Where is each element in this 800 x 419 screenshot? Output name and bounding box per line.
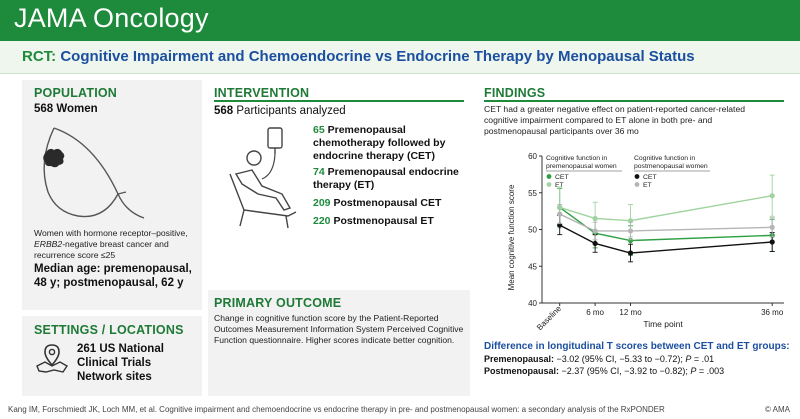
legend-entry: CET bbox=[643, 174, 657, 181]
data-point bbox=[770, 193, 775, 198]
population-desc: Women with hormone receptor–positive, ERBB2-negative breast cancer and recurrence score ≤25 bbox=[34, 228, 188, 260]
nipple-icon bbox=[118, 192, 126, 194]
series-line bbox=[560, 207, 772, 240]
participants-analyzed: 568 Participants analyzed bbox=[214, 105, 346, 117]
citation: Kang IM, Forschmiedt JK, Loch MM, et al. Cognitive impairment and chemoendocrine vs endocrine therapy in pre- and postmenopausal women: a secondary analysis of the RxPONDER bbox=[8, 405, 665, 414]
difference-title: Difference in longitudinal T scores between CET and ET groups: bbox=[484, 341, 790, 352]
intervention-item: 74 Premenopausal endocrine therapy (ET) bbox=[313, 166, 459, 191]
x-tick-label: Baseline bbox=[535, 304, 564, 333]
data-point bbox=[770, 225, 775, 230]
population-count: 568 Women bbox=[34, 103, 98, 115]
series-line bbox=[560, 214, 772, 231]
data-point bbox=[770, 239, 775, 244]
title-prefix: RCT: bbox=[22, 48, 57, 65]
population-heading: POPULATION bbox=[34, 86, 118, 100]
legend-entry: ET bbox=[643, 182, 652, 189]
legend-group-title: Cognitive function in bbox=[634, 155, 696, 162]
patient-iv-icon bbox=[222, 124, 304, 234]
data-point bbox=[628, 250, 633, 255]
y-tick-label: 60 bbox=[528, 152, 537, 161]
intervention-divider bbox=[214, 100, 464, 102]
map-shape bbox=[37, 362, 67, 372]
copyright: © AMA bbox=[764, 405, 790, 414]
findings-divider bbox=[484, 100, 784, 102]
cognitive-score-chart bbox=[484, 148, 794, 338]
primary-outcome-text: Change in cognitive function score by the Patient-Reported Outcomes Measurement Information System Perceived Cognitive Function questionnaire. Higher scores indicate better cognition. bbox=[214, 313, 464, 345]
tumor-icon bbox=[43, 149, 64, 167]
legend-marker bbox=[547, 182, 552, 187]
journal-header bbox=[0, 0, 800, 41]
difference-premenopausal: Premenopausal: −3.02 (95% CI, −5.33 to −0.72); P = .01 bbox=[484, 354, 715, 364]
data-point bbox=[557, 211, 562, 216]
map-pin-icon bbox=[34, 342, 70, 374]
y-axis-label: Mean cognitive function score bbox=[507, 184, 516, 291]
legend-group-title: Cognitive function in bbox=[546, 155, 608, 162]
settings-heading: SETTINGS / LOCATIONS bbox=[34, 323, 184, 337]
journal-brand: JAMA Oncology bbox=[14, 3, 209, 33]
legend-marker bbox=[635, 174, 640, 179]
breast-illustration bbox=[34, 122, 154, 222]
findings-heading: FINDINGS bbox=[484, 86, 546, 100]
data-point bbox=[593, 216, 598, 221]
legend-marker bbox=[547, 174, 552, 179]
x-axis-label: Time point bbox=[643, 319, 683, 329]
y-tick-label: 40 bbox=[528, 299, 537, 308]
title-text: Cognitive Impairment and Chemoendocrine vs Endocrine Therapy by Menopausal Status bbox=[60, 48, 695, 65]
intervention-heading: INTERVENTION bbox=[214, 86, 310, 100]
legend-group-title: postmenopausal women bbox=[634, 163, 708, 170]
legend-entry: CET bbox=[555, 174, 569, 181]
x-tick-label: 36 mo bbox=[761, 308, 784, 317]
difference-postmenopausal: Postmenopausal: −2.37 (95% CI, −3.92 to −0.82); P = .003 bbox=[484, 366, 725, 376]
legend-entry: ET bbox=[555, 182, 564, 189]
primary-outcome-heading: PRIMARY OUTCOME bbox=[214, 296, 342, 310]
intervention-item: 209 Postmenopausal CET bbox=[313, 197, 442, 209]
data-point bbox=[593, 228, 598, 233]
x-tick-label: 6 mo bbox=[586, 308, 605, 317]
y-tick-label: 50 bbox=[528, 225, 537, 235]
legend-group-title: premenopausal women bbox=[546, 163, 617, 170]
patient-head bbox=[247, 151, 261, 165]
iv-bag bbox=[268, 128, 282, 148]
findings-text: CET had a greater negative effect on patient-reported cancer-related cognitive impairment compared to ET alone in both pre- and postmenopausal participants over 36 mo bbox=[484, 104, 745, 136]
legend-marker bbox=[635, 182, 640, 187]
page-title bbox=[22, 48, 695, 65]
y-tick-label: 45 bbox=[528, 262, 537, 272]
data-point bbox=[593, 241, 598, 246]
y-tick-label: 55 bbox=[528, 188, 537, 198]
settings-sites: 261 US National Clinical Trials Network sites bbox=[77, 343, 164, 383]
breast-outline bbox=[54, 128, 144, 218]
data-point bbox=[628, 228, 633, 233]
intervention-item: 65 Premenopausal chemotherapy followed by endocrine therapy (CET) bbox=[313, 124, 446, 162]
iv-line bbox=[262, 154, 275, 179]
patient-body bbox=[236, 170, 290, 210]
intervention-item: 220 Postmenopausal ET bbox=[313, 215, 434, 227]
series-line bbox=[560, 196, 772, 221]
median-age: Median age: premenopausal, 48 y; postmenopausal, 62 y bbox=[34, 263, 192, 289]
x-tick-label: 12 mo bbox=[619, 308, 642, 317]
